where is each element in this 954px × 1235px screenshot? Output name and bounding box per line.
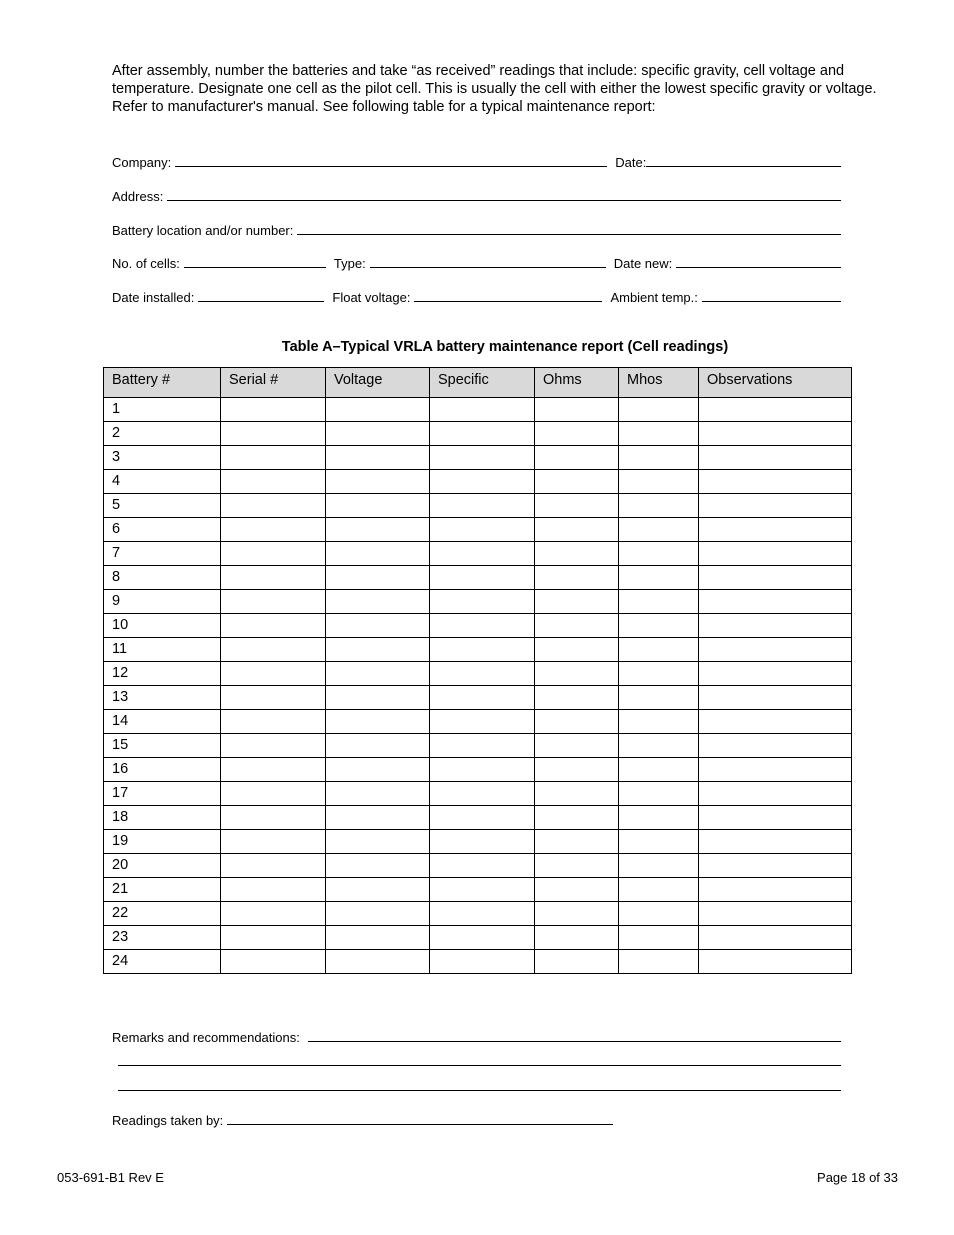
specific-gravity-cell[interactable] [430, 638, 535, 662]
specific-gravity-cell[interactable] [430, 806, 535, 830]
serial-cell[interactable] [221, 950, 326, 974]
table-row [104, 686, 852, 710]
mhos-cell[interactable] [619, 926, 699, 950]
no-of-cells-label: No. of cells: [112, 256, 180, 271]
battery-number-cell: 1 [104, 398, 221, 422]
battery-number-cell: 21 [104, 878, 221, 902]
voltage-cell[interactable] [326, 566, 430, 590]
table-row [104, 446, 852, 470]
mhos-cell[interactable] [619, 830, 699, 854]
voltage-cell[interactable] [326, 686, 430, 710]
observations-cell[interactable] [699, 446, 852, 470]
specific-gravity-cell[interactable] [430, 470, 535, 494]
ohms-cell[interactable] [535, 398, 619, 422]
voltage-cell[interactable] [326, 710, 430, 734]
serial-cell[interactable] [221, 710, 326, 734]
battery-number-cell: 24 [104, 950, 221, 974]
ohms-cell[interactable] [535, 686, 619, 710]
serial-cell[interactable] [221, 926, 326, 950]
battery-number-cell: 18 [104, 806, 221, 830]
ohms-cell[interactable] [535, 542, 619, 566]
observations-cell[interactable] [699, 662, 852, 686]
voltage-cell[interactable] [326, 614, 430, 638]
observations-cell[interactable] [699, 950, 852, 974]
battery-number-cell: 13 [104, 686, 221, 710]
footer-doc-id: 053-691-B1 Rev E [57, 1170, 164, 1185]
table-body [104, 398, 852, 974]
header-specific-gravity: Specific [430, 368, 535, 398]
serial-cell[interactable] [221, 398, 326, 422]
mhos-cell[interactable] [619, 686, 699, 710]
voltage-cell[interactable] [326, 950, 430, 974]
serial-cell[interactable] [221, 782, 326, 806]
observations-cell[interactable] [699, 758, 852, 782]
float-voltage-label: Float voltage: [332, 290, 411, 305]
observations-cell[interactable] [699, 422, 852, 446]
type-label: Type: [333, 256, 366, 271]
ohms-cell[interactable] [535, 566, 619, 590]
observations-cell[interactable] [699, 830, 852, 854]
mhos-cell[interactable] [619, 398, 699, 422]
serial-cell[interactable] [221, 638, 326, 662]
mhos-cell[interactable] [619, 566, 699, 590]
ohms-cell[interactable] [535, 662, 619, 686]
voltage-cell[interactable] [326, 878, 430, 902]
specific-gravity-cell[interactable] [430, 662, 535, 686]
specific-gravity-cell[interactable] [430, 782, 535, 806]
form-row-battery-location [112, 218, 841, 238]
observations-cell[interactable] [699, 782, 852, 806]
battery-number-cell: 19 [104, 830, 221, 854]
date-new-field[interactable] [676, 267, 841, 268]
date-installed-field[interactable] [198, 301, 324, 302]
table-header-row [104, 368, 852, 398]
table-row [104, 878, 852, 902]
observations-cell[interactable] [699, 686, 852, 710]
serial-cell[interactable] [221, 614, 326, 638]
observations-cell[interactable] [699, 398, 852, 422]
voltage-cell[interactable] [326, 926, 430, 950]
battery-number-cell: 9 [104, 590, 221, 614]
serial-cell[interactable] [221, 590, 326, 614]
ohms-cell[interactable] [535, 758, 619, 782]
observations-cell[interactable] [699, 494, 852, 518]
battery-number-cell: 11 [104, 638, 221, 662]
mhos-cell[interactable] [619, 758, 699, 782]
observations-cell[interactable] [699, 878, 852, 902]
battery-number-cell: 22 [104, 902, 221, 926]
ohms-cell[interactable] [535, 734, 619, 758]
specific-gravity-cell[interactable] [430, 494, 535, 518]
form-row-company [112, 150, 841, 170]
voltage-cell[interactable] [326, 854, 430, 878]
voltage-cell[interactable] [326, 422, 430, 446]
header-mhos: Mhos [619, 368, 699, 398]
serial-cell[interactable] [221, 758, 326, 782]
header-ohms: Ohms [535, 368, 619, 398]
battery-number-cell: 4 [104, 470, 221, 494]
specific-gravity-cell[interactable] [430, 686, 535, 710]
voltage-cell[interactable] [326, 542, 430, 566]
company-label: Company: [112, 155, 172, 170]
observations-cell[interactable] [699, 902, 852, 926]
voltage-cell[interactable] [326, 806, 430, 830]
battery-number-cell: 14 [104, 710, 221, 734]
serial-cell[interactable] [221, 878, 326, 902]
table-row [104, 590, 852, 614]
ambient-temp-field[interactable] [702, 301, 841, 302]
table-row [104, 422, 852, 446]
mhos-cell[interactable] [619, 734, 699, 758]
date-field[interactable] [646, 166, 841, 167]
table-row [104, 614, 852, 638]
table-row [104, 518, 852, 542]
voltage-cell[interactable] [326, 782, 430, 806]
voltage-cell[interactable] [326, 638, 430, 662]
table-row [104, 542, 852, 566]
serial-cell[interactable] [221, 806, 326, 830]
voltage-cell[interactable] [326, 758, 430, 782]
table-row [104, 950, 852, 974]
voltage-cell[interactable] [326, 518, 430, 542]
battery-number-cell: 2 [104, 422, 221, 446]
mhos-cell[interactable] [619, 542, 699, 566]
specific-gravity-cell[interactable] [430, 878, 535, 902]
remarks-label: Remarks and recommendations: [112, 1030, 300, 1045]
table-row [104, 470, 852, 494]
mhos-cell[interactable] [619, 806, 699, 830]
table-row [104, 782, 852, 806]
remarks-field-line-2[interactable] [118, 1065, 841, 1066]
voltage-cell[interactable] [326, 398, 430, 422]
serial-cell[interactable] [221, 494, 326, 518]
specific-gravity-cell[interactable] [430, 710, 535, 734]
readings-by-label: Readings taken by: [112, 1113, 224, 1128]
voltage-cell[interactable] [326, 446, 430, 470]
specific-gravity-cell[interactable] [430, 950, 535, 974]
mhos-cell[interactable] [619, 590, 699, 614]
table-row [104, 806, 852, 830]
battery-number-cell: 15 [104, 734, 221, 758]
observations-cell[interactable] [699, 806, 852, 830]
ohms-cell[interactable] [535, 446, 619, 470]
mhos-cell[interactable] [619, 638, 699, 662]
specific-gravity-cell[interactable] [430, 758, 535, 782]
observations-cell[interactable] [699, 710, 852, 734]
table-row [104, 734, 852, 758]
ohms-cell[interactable] [535, 494, 619, 518]
observations-cell[interactable] [699, 734, 852, 758]
battery-number-cell: 20 [104, 854, 221, 878]
serial-cell[interactable] [221, 518, 326, 542]
table-row [104, 662, 852, 686]
serial-cell[interactable] [221, 422, 326, 446]
ohms-cell[interactable] [535, 638, 619, 662]
date-new-label: Date new: [613, 256, 673, 271]
company-field[interactable] [175, 166, 607, 167]
mhos-cell[interactable] [619, 614, 699, 638]
serial-cell[interactable] [221, 686, 326, 710]
mhos-cell[interactable] [619, 710, 699, 734]
mhos-cell[interactable] [619, 422, 699, 446]
readings-by-field[interactable] [227, 1124, 613, 1125]
form-row-readings-by [112, 1108, 613, 1128]
battery-location-field[interactable] [297, 234, 841, 235]
battery-number-cell: 23 [104, 926, 221, 950]
ohms-cell[interactable] [535, 806, 619, 830]
ohms-cell[interactable] [535, 782, 619, 806]
header-battery-number: Battery # [104, 368, 221, 398]
float-voltage-field[interactable] [414, 301, 602, 302]
ohms-cell[interactable] [535, 614, 619, 638]
serial-cell[interactable] [221, 470, 326, 494]
mhos-cell[interactable] [619, 662, 699, 686]
cell-readings-table [103, 367, 852, 974]
specific-gravity-cell[interactable] [430, 398, 535, 422]
table-row [104, 566, 852, 590]
mhos-cell[interactable] [619, 854, 699, 878]
form-row-install [112, 285, 841, 305]
header-voltage: Voltage [326, 368, 430, 398]
ohms-cell[interactable] [535, 854, 619, 878]
ohms-cell[interactable] [535, 422, 619, 446]
serial-cell[interactable] [221, 830, 326, 854]
date-installed-label: Date installed: [112, 290, 195, 305]
intro-paragraph: After assembly, number the batteries and take “as received” readings that include: specific gravity, cell voltage and temperature. Designate one cell as the pilot cell. This is usually the cell with either the lowest specific gravity or voltage. Refer to manufacturer's manual. See following table for a typical maintenance report: [112, 63, 877, 115]
specific-gravity-cell[interactable] [430, 422, 535, 446]
observations-cell[interactable] [699, 566, 852, 590]
voltage-cell[interactable] [326, 902, 430, 926]
serial-cell[interactable] [221, 734, 326, 758]
mhos-cell[interactable] [619, 902, 699, 926]
serial-cell[interactable] [221, 854, 326, 878]
ohms-cell[interactable] [535, 518, 619, 542]
ohms-cell[interactable] [535, 902, 619, 926]
mhos-cell[interactable] [619, 782, 699, 806]
voltage-cell[interactable] [326, 830, 430, 854]
ohms-cell[interactable] [535, 878, 619, 902]
battery-number-cell: 16 [104, 758, 221, 782]
mhos-cell[interactable] [619, 470, 699, 494]
voltage-cell[interactable] [326, 734, 430, 758]
specific-gravity-cell[interactable] [430, 566, 535, 590]
ohms-cell[interactable] [535, 830, 619, 854]
table-row [104, 398, 852, 422]
serial-cell[interactable] [221, 446, 326, 470]
specific-gravity-cell[interactable] [430, 446, 535, 470]
observations-cell[interactable] [699, 638, 852, 662]
specific-gravity-cell[interactable] [430, 614, 535, 638]
table-row [104, 638, 852, 662]
ohms-cell[interactable] [535, 710, 619, 734]
observations-cell[interactable] [699, 926, 852, 950]
observations-cell[interactable] [699, 614, 852, 638]
serial-cell[interactable] [221, 566, 326, 590]
ambient-temp-label: Ambient temp.: [610, 290, 698, 305]
voltage-cell[interactable] [326, 494, 430, 518]
address-label: Address: [112, 189, 164, 204]
mhos-cell[interactable] [619, 950, 699, 974]
footer-page-number: Page 18 of 33 [817, 1170, 898, 1185]
mhos-cell[interactable] [619, 878, 699, 902]
table-row [104, 926, 852, 950]
battery-number-cell: 8 [104, 566, 221, 590]
table-row [104, 830, 852, 854]
specific-gravity-cell[interactable] [430, 854, 535, 878]
voltage-cell[interactable] [326, 470, 430, 494]
mhos-cell[interactable] [619, 446, 699, 470]
battery-number-cell: 5 [104, 494, 221, 518]
battery-number-cell: 3 [104, 446, 221, 470]
specific-gravity-cell[interactable] [430, 542, 535, 566]
remarks-field-line-3[interactable] [118, 1090, 841, 1091]
specific-gravity-cell[interactable] [430, 902, 535, 926]
serial-cell[interactable] [221, 902, 326, 926]
observations-cell[interactable] [699, 590, 852, 614]
mhos-cell[interactable] [619, 494, 699, 518]
address-field[interactable] [167, 200, 841, 201]
specific-gravity-cell[interactable] [430, 830, 535, 854]
form-row-cells [112, 251, 841, 271]
specific-gravity-cell[interactable] [430, 590, 535, 614]
form-row-remarks [112, 1025, 841, 1045]
battery-number-cell: 10 [104, 614, 221, 638]
table-row [104, 854, 852, 878]
battery-location-label: Battery location and/or number: [112, 223, 294, 238]
voltage-cell[interactable] [326, 662, 430, 686]
table-row [104, 902, 852, 926]
header-observations: Observations [699, 368, 852, 398]
voltage-cell[interactable] [326, 590, 430, 614]
observations-cell[interactable] [699, 854, 852, 878]
type-field[interactable] [370, 267, 606, 268]
ohms-cell[interactable] [535, 590, 619, 614]
form-row-address [112, 184, 841, 204]
no-of-cells-field[interactable] [184, 267, 326, 268]
battery-number-cell: 7 [104, 542, 221, 566]
observations-cell[interactable] [699, 470, 852, 494]
observations-cell[interactable] [699, 518, 852, 542]
table-row [104, 758, 852, 782]
ohms-cell[interactable] [535, 926, 619, 950]
battery-number-cell: 17 [104, 782, 221, 806]
specific-gravity-cell[interactable] [430, 926, 535, 950]
mhos-cell[interactable] [619, 518, 699, 542]
battery-number-cell: 12 [104, 662, 221, 686]
specific-gravity-cell[interactable] [430, 734, 535, 758]
serial-cell[interactable] [221, 662, 326, 686]
serial-cell[interactable] [221, 542, 326, 566]
ohms-cell[interactable] [535, 470, 619, 494]
header-serial-number: Serial # [221, 368, 326, 398]
table-caption: Table A–Typical VRLA battery maintenance report (Cell readings) [281, 339, 729, 355]
specific-gravity-cell[interactable] [430, 518, 535, 542]
observations-cell[interactable] [699, 542, 852, 566]
date-label: Date: [615, 155, 647, 170]
remarks-field-line-1[interactable] [308, 1041, 841, 1042]
table-row [104, 710, 852, 734]
ohms-cell[interactable] [535, 950, 619, 974]
battery-number-cell: 6 [104, 518, 221, 542]
table-row [104, 494, 852, 518]
